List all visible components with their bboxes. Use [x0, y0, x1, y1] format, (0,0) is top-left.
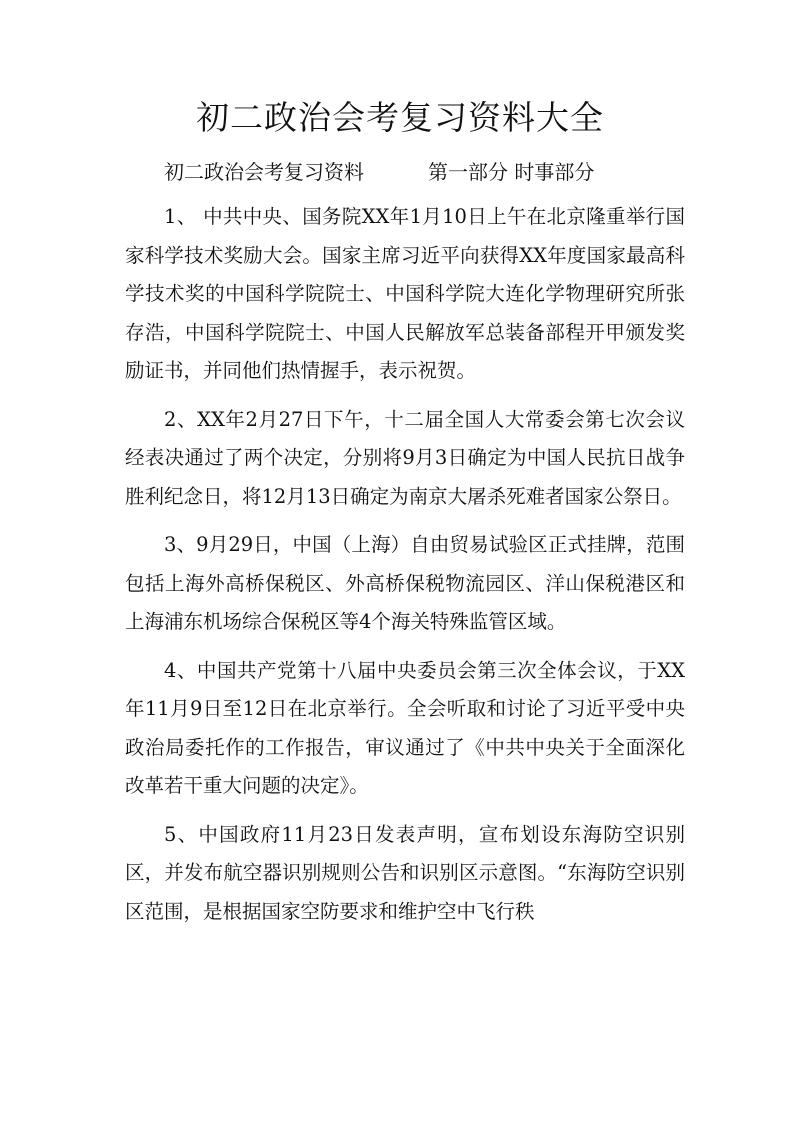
paragraph-2: 2、XX年2月27日下午，十二届全国人大常委会第七次会议经表决通过了两个决定，分别将9月3日确定为中国人民抗日战争胜利纪念日，将12月13日确定为南京大屠杀死难者国家公祭日。: [125, 407, 685, 508]
paragraph-5: 5、中国政府11月23日发表声明，宣布划设东海防空识别区，并发布航空器识别规则公告和识别区示意图。“东海防空识别区范围，是根据国家空防要求和维护空中飞行秩: [125, 822, 685, 923]
paragraph-4: 4、中国共产党第十八届中央委员会第三次全体会议，于XX年11月9日至12日在北京举行。全会听取和讨论了习近平受中央政治局委托作的工作报告，审议通过了《中共中央关于全面深化改革若干重大问题的决定》。: [125, 658, 685, 797]
page-title: 初二政治会考复习资料大全: [196, 98, 604, 137]
subtitle-left: 初二政治会考复习资料: [164, 160, 364, 184]
paragraph-1: 1、 中共中央、国务院XX年1月10日上午在北京隆重举行国家科学技术奖励大会。国家主席习近平向获得XX年度国家最高科学技术奖的中国科学院院士、中国科学院大连化学物理研究所张存浩，中国科学院院士、中国人民解放军总装备部程开甲颁发奖励证书，并同他们热情握手，表示祝贺。: [125, 205, 685, 382]
document-body: [125, 198, 685, 941]
paragraph-3: 3、9月29日，中国（上海）自由贸易试验区正式挂牌，范围包括上海外高桥保税区、外高桥保税物流园区、洋山保税港区和上海浦东机场综合保税区等4个海关特殊监管区域。: [125, 533, 685, 633]
subtitle-right: 第一部分 时事部分: [428, 160, 595, 184]
document-subtitle: [164, 157, 594, 187]
